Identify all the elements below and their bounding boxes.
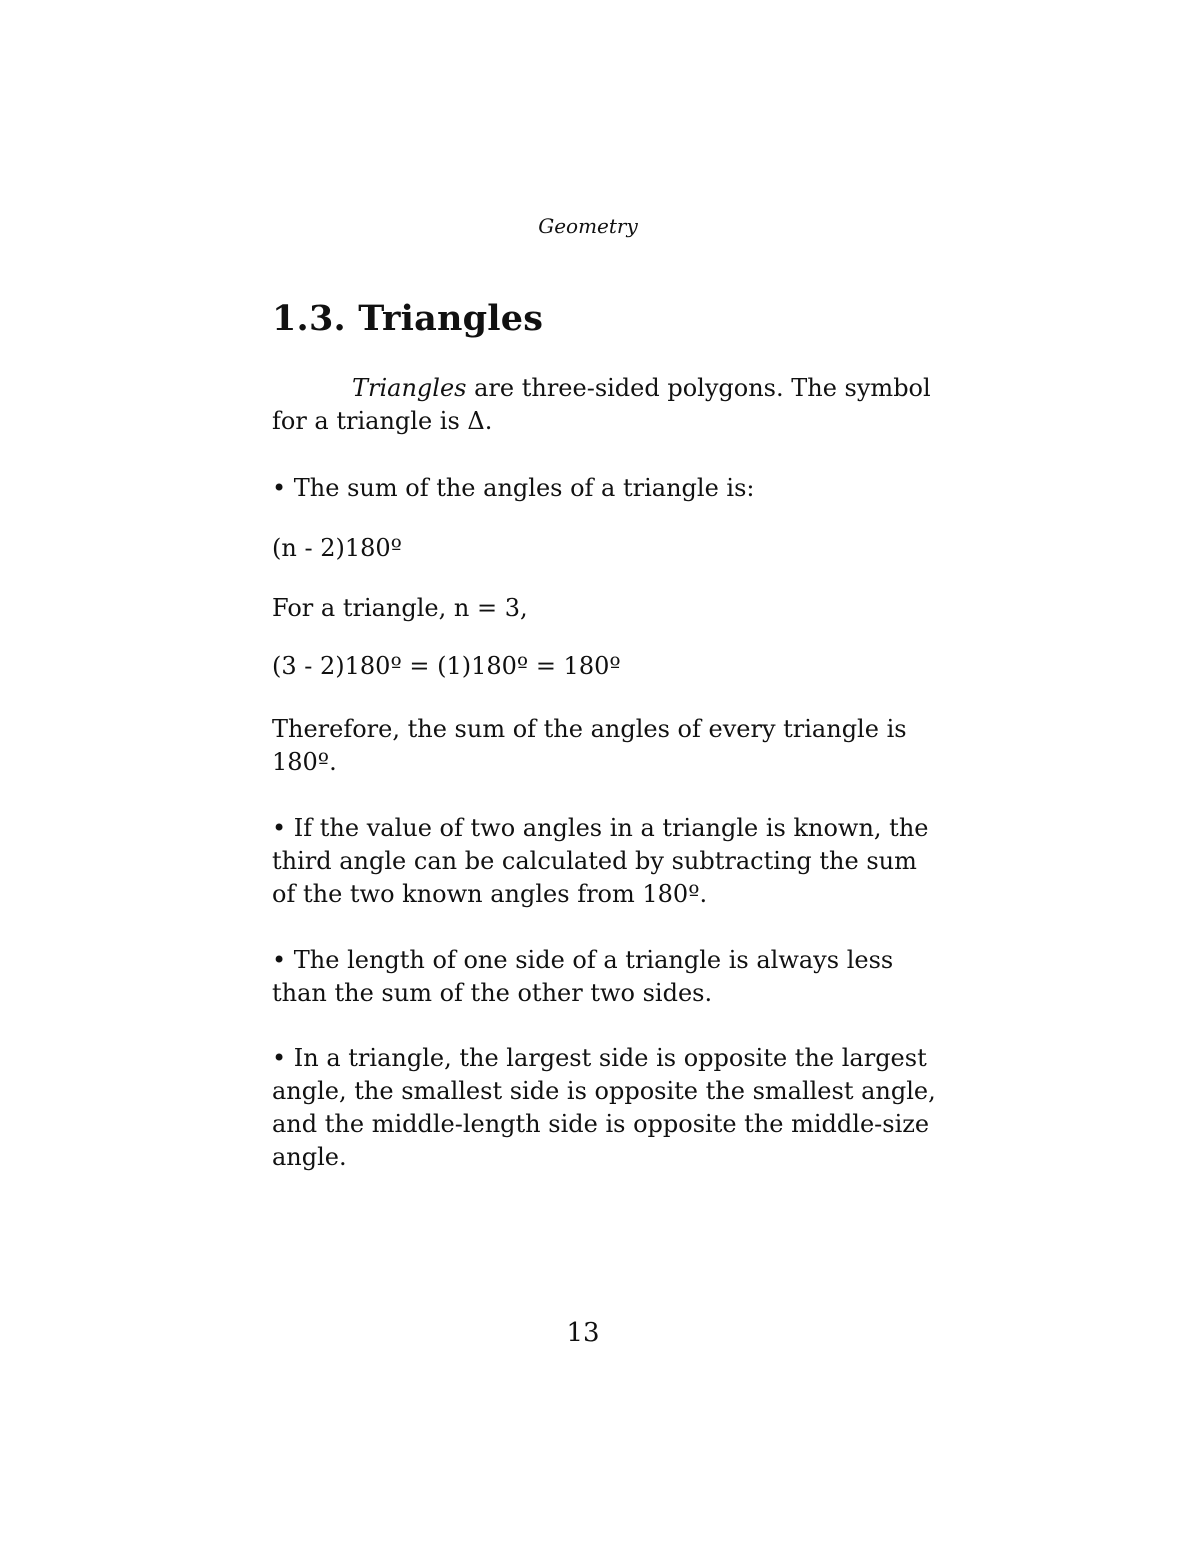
section-title: 1.3. Triangles bbox=[272, 298, 544, 339]
bullet-side-length: • The length of one side of a triangle is always less than the sum of the other two sides. bbox=[272, 946, 894, 1007]
intro-rest: are three-sided polygons. The symbol for a triangle is Δ. bbox=[272, 374, 931, 435]
intro-term: Triangles bbox=[352, 374, 467, 402]
page-number: 13 bbox=[566, 1318, 600, 1348]
therefore-paragraph: Therefore, the sum of the angles of every triangle is 180º. bbox=[272, 715, 907, 776]
for-triangle-line: For a triangle, n = 3, bbox=[272, 594, 528, 622]
running-header: Geometry bbox=[538, 214, 638, 238]
bullet-sum-angles: • The sum of the angles of a triangle is: bbox=[272, 474, 755, 502]
intro-paragraph bbox=[272, 372, 942, 438]
formula-general: (n - 2)180º bbox=[272, 534, 402, 562]
bullet-third-angle: • If the value of two angles in a triangle is known, the third angle can be calculated by subtracting the sum of the two known angles from 180º. bbox=[272, 814, 929, 908]
bullet-largest-side: • In a triangle, the largest side is opposite the largest angle, the smallest side is opposite the smallest angle, and the middle-length side is opposite the middle-size angle. bbox=[272, 1044, 936, 1171]
formula-triangle: (3 - 2)180º = (1)180º = 180º bbox=[272, 652, 621, 680]
